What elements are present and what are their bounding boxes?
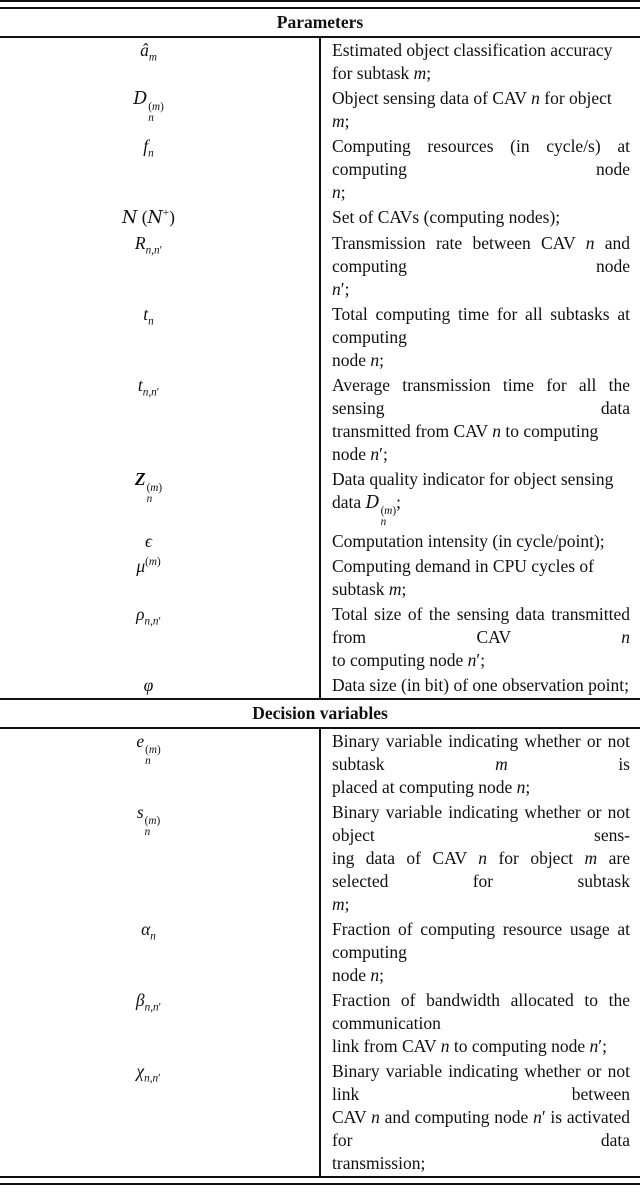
symbol-N-set: N (N+) [122,207,175,228]
top-double-rule [0,0,640,9]
section-title: Parameters [0,9,640,37]
description-beta-n-nprime [320,988,640,1059]
description-a-hat-m [320,37,640,86]
symbol-Z-n-m: Z (m) n [134,469,163,505]
symbol-e-n-m: e (m) n [136,731,161,767]
description-line: link from CAV n to computing node n′; [332,1036,607,1056]
description-t-n-nprime [320,373,640,467]
description-line: Set of CAVs (computing nodes); [332,207,561,227]
notation-row-R-n-nprime [0,231,640,302]
section-parameters [0,9,640,699]
notation-row-epsilon [0,529,640,554]
notation-row-rho-n-nprime [0,602,640,673]
notation-row-chi-n-nprime [0,1059,640,1176]
description-line: transmitted from CAV n to computing node n′; [332,421,599,464]
description-line: Fraction of bandwidth allocated to the communication [332,990,630,1033]
description-e-n-m [320,728,640,800]
section-header-row [0,9,640,37]
description-chi-n-nprime [320,1059,640,1176]
bottom-double-rule [0,1176,640,1185]
description-mu-m [320,554,640,602]
notation-row-mu-m [0,554,640,602]
symbol-a-hat-m: $â_m$ [140,40,157,64]
symbol-t-n-nprime: $t_{n,n'}$ [137,375,160,399]
symbol-epsilon: ϵ [144,531,153,551]
notation-table [0,9,640,1176]
description-alpha-n [320,917,640,988]
symbol-varphi: φ [143,675,154,695]
description-line: n′; [332,279,350,299]
description-line: m; [332,894,350,914]
description-line: Data quality indicator for object sensing data D (m) n ; [332,469,614,528]
description-line: Estimated object classification accuracy for subtask m; [332,40,613,83]
description-line: Object sensing data of CAV n for object m; [332,88,612,131]
notation-row-varphi [0,673,640,699]
description-line: to computing node n′; [332,650,486,670]
symbol-s-n-m: s (m) n [136,802,161,838]
description-line: node n; [332,965,385,985]
notation-row-e-n-m [0,728,640,800]
symbol-mu-m: $\mu^{(m)}$ [136,556,161,576]
notation-row-alpha-n [0,917,640,988]
description-line: Binary variable indicating whether or not link between [332,1061,630,1104]
description-line: Total size of the sensing data transmitted from CAV n [332,604,630,647]
description-f-n [320,134,640,205]
description-varphi [320,673,640,699]
symbol-D-n-m: D (m) n [133,89,164,124]
description-line: placed at computing node n; [332,777,531,797]
notation-row-f-n [0,134,640,205]
notation-row-D-n-m [0,86,640,134]
description-line: Fraction of computing resource usage at computing [332,919,630,962]
description-t-n [320,302,640,373]
symbol-beta-n-nprime: $\beta_{n,n'}$ [135,990,162,1014]
description-line: node n; [332,350,385,370]
notation-row-N-set [0,205,640,231]
notation-row-s-n-m [0,800,640,917]
symbol-t-n: $t_n$ [143,304,154,328]
description-Z-n-m [320,467,640,529]
description-line: Computation intensity (in cycle/point); [332,531,605,551]
description-line: Binary variable indicating whether or not subtask m is [332,731,630,774]
description-line: ing data of CAV n for object m are selected for subtask [332,848,630,891]
section-header-row [0,699,640,728]
description-line: CAV n and computing node n′ is activated for data [332,1107,631,1150]
section-decision-variables [0,699,640,1176]
symbol-R-n-nprime: $R_{n,n'}$ [134,233,163,257]
symbol-f-n: $f_n$ [143,136,154,160]
description-N-set [320,205,640,231]
section-title: Decision variables [0,699,640,728]
description-D-n-m [320,86,640,134]
notation-row-t-n-nprime [0,373,640,467]
notation-row-t-n [0,302,640,373]
description-line: Data size (in bit) of one observation point; [332,675,629,695]
notation-row-Z-n-m [0,467,640,529]
description-line: n; [332,182,346,202]
description-epsilon [320,529,640,554]
notation-row-a-hat-m [0,37,640,86]
description-s-n-m [320,800,640,917]
description-line: Binary variable indicating whether or not object sens- [332,802,630,845]
description-line: Average transmission time for all the sensing data [332,375,630,418]
description-rho-n-nprime [320,602,640,673]
description-line: Computing resources (in cycle/s) at computing node [332,136,630,179]
symbol-alpha-n: $\alpha_n$ [141,919,156,943]
description-line: Transmission rate between CAV n and computing node [332,233,630,276]
description-line: Computing demand in CPU cycles of subtask m; [332,556,594,599]
description-R-n-nprime [320,231,640,302]
symbol-rho-n-nprime: $\rho_{n,n'}$ [136,604,161,628]
description-line: Total computing time for all subtasks at computing [332,304,630,347]
description-line: transmission; [332,1153,426,1173]
notation-row-beta-n-nprime [0,988,640,1059]
symbol-chi-n-nprime: $\chi_{n,n'}$ [136,1061,161,1085]
